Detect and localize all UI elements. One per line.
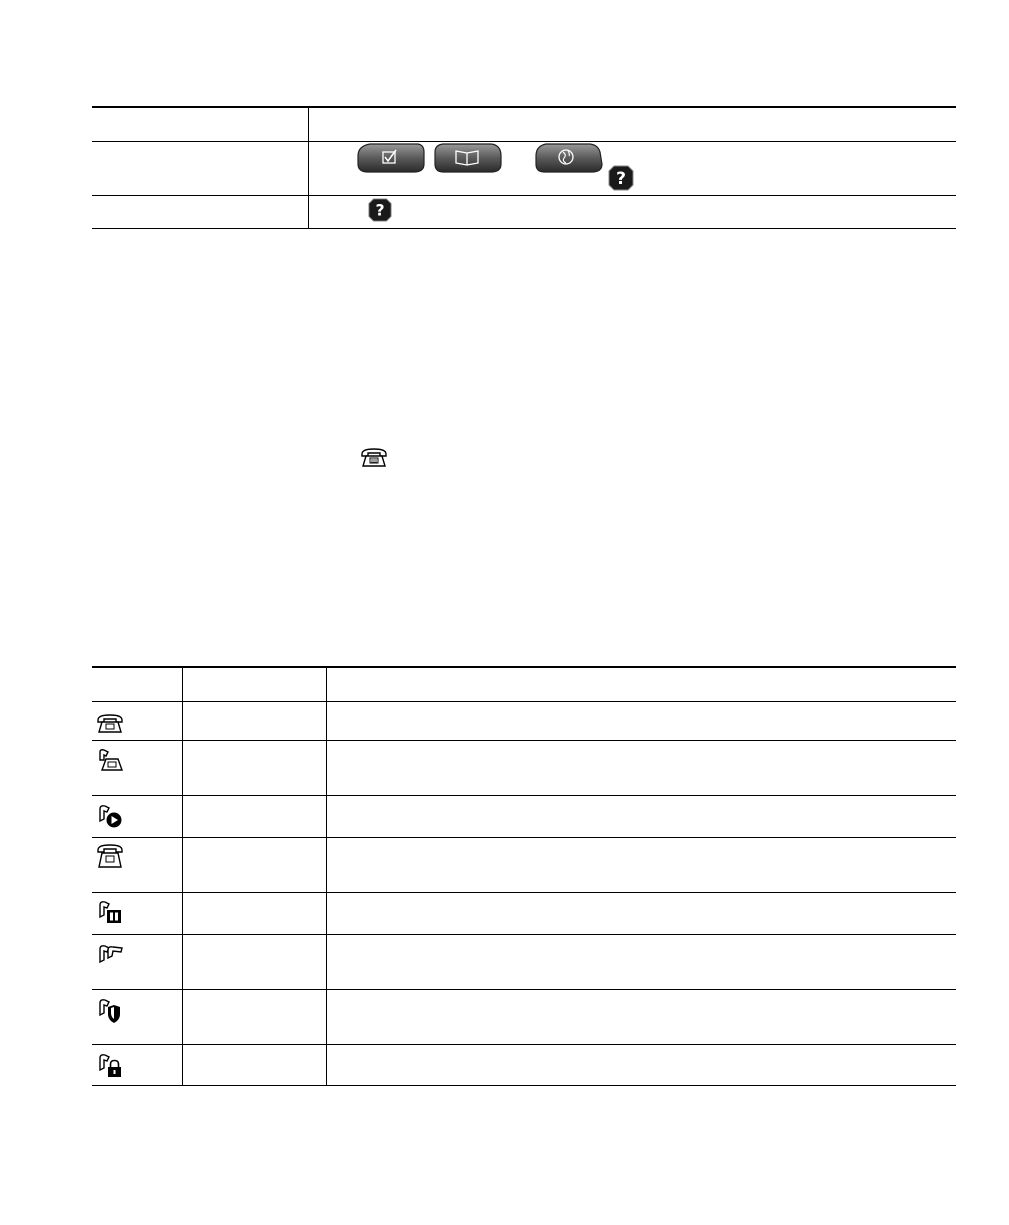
table-column-divider <box>182 668 183 1086</box>
table-column-divider <box>326 668 327 1086</box>
table-column-divider <box>308 108 309 229</box>
authenticated-call-icon <box>96 997 124 1025</box>
table-row-divider <box>92 837 956 838</box>
table-row-divider <box>92 701 956 702</box>
phone-handset-icon <box>360 448 388 468</box>
on-hook-icon <box>96 714 124 734</box>
table-row-divider <box>92 141 956 142</box>
svg-text:?: ? <box>375 200 385 220</box>
directories-softkey-icon <box>431 142 503 174</box>
table-row-divider <box>92 1044 956 1045</box>
svg-text:?: ? <box>616 169 626 189</box>
table-row-divider <box>92 195 956 196</box>
ringing-call-icon <box>96 843 124 871</box>
hold-call-icon <box>96 899 124 925</box>
table-bottom-rule <box>92 1085 956 1086</box>
table-row-divider <box>92 740 956 741</box>
table-row-divider <box>92 795 956 796</box>
table-top-rule <box>92 666 956 668</box>
table-row-divider <box>92 989 956 990</box>
connected-call-icon <box>96 803 124 829</box>
encrypted-call-icon <box>96 1052 124 1078</box>
table-row-divider <box>92 934 956 935</box>
table-top-rule <box>92 106 956 108</box>
remote-in-use-icon <box>96 942 124 968</box>
table-bottom-rule <box>92 228 956 229</box>
table-row-divider <box>92 892 956 893</box>
help-button-icon <box>368 198 392 222</box>
services-softkey-icon <box>356 142 426 174</box>
settings-softkey-icon <box>532 142 604 174</box>
off-hook-icon <box>96 748 124 772</box>
help-button-icon <box>608 165 634 191</box>
